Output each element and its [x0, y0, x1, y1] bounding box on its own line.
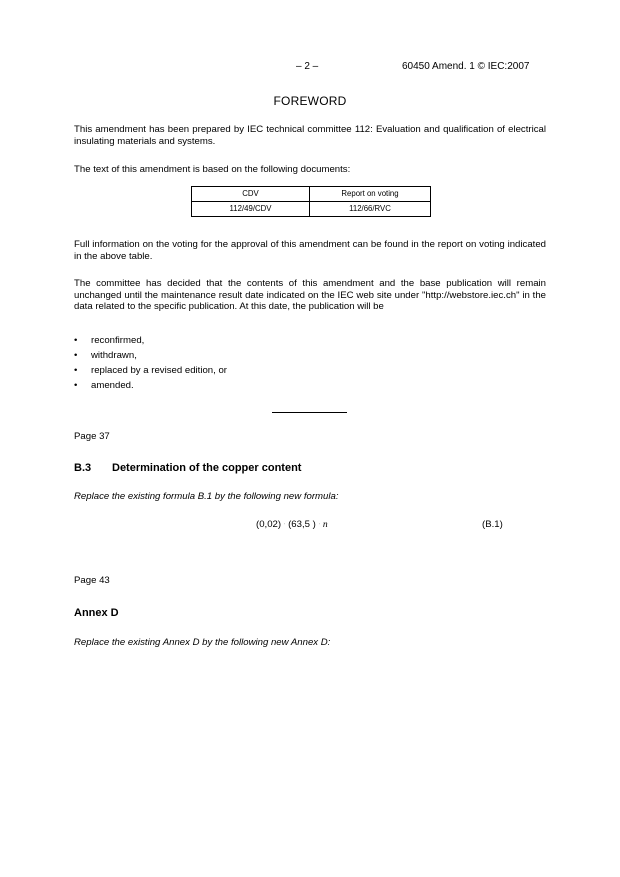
formula-term: (63,5 ) [288, 519, 316, 530]
formula-b1 [256, 519, 328, 530]
list-item-text: reconfirmed, [91, 335, 145, 346]
formula-label: (B.1) [482, 519, 503, 530]
annex-d-heading: Annex D [74, 607, 119, 619]
bullet-icon: • [74, 365, 78, 376]
foreword-paragraph-documents: The text of this amendment is based on the following documents: [74, 164, 351, 175]
table-row [192, 202, 431, 217]
foreword-paragraph-committee: This amendment has been prepared by IEC technical committee 112: Evaluation and qualification of electrical insulating materials and systems. [74, 124, 546, 147]
formula-instruction: Replace the existing formula B.1 by the following new formula: [74, 491, 339, 502]
clause-title: Determination of the copper content [112, 462, 302, 474]
clause-heading-b3 [74, 462, 301, 474]
page-reference-37: Page 37 [74, 431, 110, 442]
list-item-text: replaced by a revised edition, or [91, 365, 227, 376]
multiply-dot-icon: · [318, 521, 321, 528]
bullet-icon: • [74, 335, 78, 346]
table-header-report-on-voting: Report on voting [310, 187, 431, 202]
page-number: – 2 – [296, 61, 319, 72]
foreword-heading: FOREWORD [273, 94, 347, 108]
list-item-text: withdrawn, [91, 350, 137, 361]
bullet-icon: • [74, 380, 78, 391]
table-header-row [192, 187, 431, 202]
clause-number: B.3 [74, 462, 92, 474]
multiply-dot-icon: · [283, 521, 286, 528]
maintenance-options-list [74, 333, 227, 393]
bullet-icon: • [74, 350, 78, 361]
annex-instruction: Replace the existing Annex D by the following new Annex D: [74, 637, 331, 648]
table-cell-cdv: 112/49/CDV [192, 202, 310, 217]
list-item [74, 363, 227, 378]
list-item-text: amended. [91, 380, 134, 391]
document-reference: 60450 Amend. 1 © IEC:2007 [402, 61, 530, 72]
foreword-paragraph-voting: Full information on the voting for the approval of this amendment can be found in the report on voting indicated in the above table. [74, 239, 546, 262]
formula-term: (0,02) [256, 519, 282, 530]
list-item [74, 333, 227, 348]
table-header-cdv: CDV [192, 187, 310, 202]
section-divider [272, 412, 347, 413]
list-item [74, 378, 227, 393]
list-item [74, 348, 227, 363]
foreword-paragraph-maintenance: The committee has decided that the contents of this amendment and the base publication will remain unchanged until the maintenance result date indicated on the IEC web site under "http://webstore.iec.ch" in the data related to the specific publication. At this date, the publication will be [74, 278, 546, 313]
page-reference-43: Page 43 [74, 575, 110, 586]
documents-table [191, 186, 431, 217]
formula-variable: n [322, 519, 328, 530]
table-cell-rvc: 112/66/RVC [310, 202, 431, 217]
